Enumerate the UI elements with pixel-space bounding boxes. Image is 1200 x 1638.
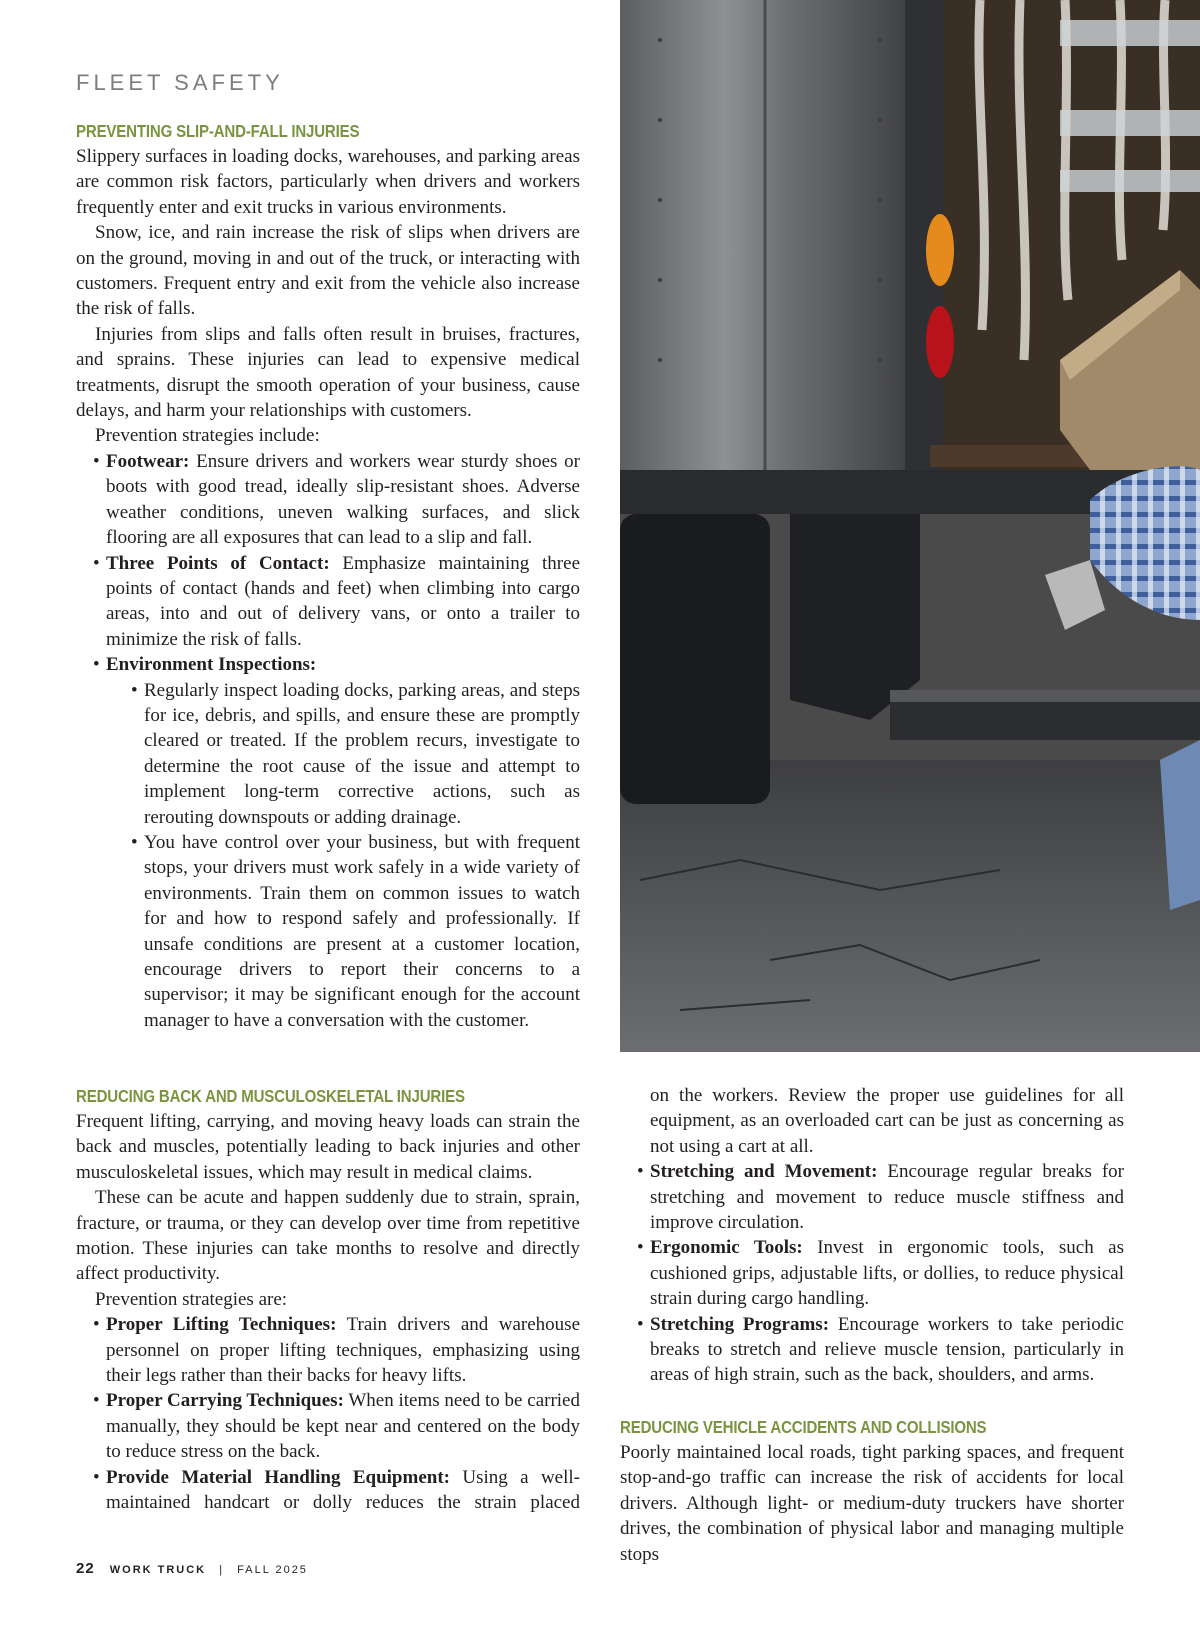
strategy-label: Ergonomic Tools: bbox=[650, 1237, 803, 1259]
heading-vehicle-accidents: REDUCING VEHICLE ACCIDENTS AND COLLISIONS bbox=[620, 1416, 987, 1437]
strategy-text: Encourage workers to take periodic breaks to stretch and relieve muscle tension, particularly in areas of high strain, such as the back, shoulders, and arms. bbox=[650, 1313, 1124, 1386]
strategy-text: Using a well-maintained handcart or dolly reduces the strain placed bbox=[106, 1466, 581, 1514]
strategy-text: Invest in ergonomic tools, such as cushioned grips, adjustable lifts, or dollies, to reduce physical strain during cargo handling. bbox=[650, 1237, 1124, 1310]
inspection-sublist bbox=[131, 678, 580, 1034]
back-p1: Frequent lifting, carrying, and moving heavy loads can strain the back and muscles, potentially leading to back injuries and other musculoskeletal issues, which may result in medical claims. bbox=[76, 1111, 580, 1183]
strategy-lifting bbox=[93, 1312, 580, 1388]
truck-illustration bbox=[620, 0, 1200, 1052]
heading-back-injuries: REDUCING BACK AND MUSCULOSKELETAL INJURIES bbox=[76, 1086, 465, 1106]
strategy-text: Ensure drivers and workers wear sturdy shoes or boots with good tread, ideally slip-resistant shoes. Adverse weather conditions, uneven walking surfaces, and slick flooring are all exposures that can lead to a slip and fall. bbox=[106, 450, 581, 549]
section-label: FLEET SAFETY bbox=[76, 70, 284, 95]
back-p2: These can be acute and happen suddenly due to strain, sprain, fracture, or trauma, or they can develop over time from repetitive motion. These injuries can take months to resolve and directly affect productivity. bbox=[76, 1187, 580, 1285]
back-strategies bbox=[93, 1312, 580, 1515]
strategy-carrying bbox=[93, 1388, 580, 1464]
strategy-text: Emphasize maintaining three points of contact (hands and feet) when climbing into cargo areas, into and out of delivery vans, or onto a trailer to minimize the risk of falls. bbox=[106, 552, 580, 650]
strategy-inspections bbox=[93, 652, 580, 1033]
strategy-label: Footwear: bbox=[106, 450, 190, 472]
strategy-footwear bbox=[93, 449, 580, 551]
heading-slip-fall: PREVENTING SLIP-AND-FALL INJURIES bbox=[76, 121, 360, 141]
page-number: 22 bbox=[76, 1560, 95, 1577]
strategy-label: Provide Material Handling Equipment: bbox=[106, 1466, 450, 1488]
strategy-label: Environment Inspections: bbox=[106, 654, 317, 676]
back-strategies-continued bbox=[637, 1083, 1124, 1388]
slip-fall-p2: Snow, ice, and rain increase the risk of slips when drivers are on the ground, moving in and out of the truck, or interacting with customers. Frequent entry and exit from the vehicle also increase the risk of falls. bbox=[76, 222, 580, 320]
strategy-text: Train drivers and warehouse personnel on proper lifting techniques, emphasizing using their legs rather than their backs for heavy lifts. bbox=[106, 1314, 580, 1387]
strategy-text: Encourage regular breaks for stretching and movement to reduce muscle stiffness and improve circulation. bbox=[650, 1161, 1125, 1234]
footer-separator: | bbox=[219, 1564, 225, 1576]
inspection-item: • Regularly inspect loading docks, parking areas, and steps for ice, debris, and spills, and ensure these are promptly cleared or treated. If the problem recurs, investigate to determine the root cause of the issue and attempt to implement long-term corrective actions, such as rerouting downspouts or adding drainage. bbox=[131, 678, 580, 830]
strategy-equipment-continued bbox=[637, 1083, 1124, 1159]
page-footer bbox=[76, 1560, 308, 1577]
back-p3: Prevention strategies are: bbox=[95, 1288, 288, 1310]
accidents-p1: Poorly maintained local roads, tight parking spaces, and frequent stop-and-go traffic can increase the risk of accidents for local drivers. Although light- or medium-duty truckers have shorter drives, the combination of physical labor and managing multiple stops bbox=[620, 1441, 1124, 1565]
slip-fall-p1: Slippery surfaces in loading docks, warehouses, and parking areas are common risk factors, particularly when drivers and workers frequently enter and exit trucks in various environments. bbox=[76, 146, 580, 218]
issue-date: FALL 2025 bbox=[237, 1564, 308, 1576]
inspection-item: • You have control over your business, but with frequent stops, your drivers must work safely in a wide variety of environments. Train them on common issues to watch for and how to respond safely and professionally. If unsafe conditions are present at a customer location, encourage drivers to report their concerns to a supervisor; it may be significant enough for the account manager to have a conversation with the customer. bbox=[131, 830, 580, 1033]
strategy-stretching-programs bbox=[637, 1312, 1124, 1388]
magazine-name: WORK TRUCK bbox=[109, 1564, 207, 1576]
strategy-stretching-movement bbox=[637, 1159, 1124, 1235]
back-injuries-continued bbox=[620, 1083, 1124, 1567]
strategy-text: When items need to be carried manually, they should be kept near and centered on the body to reduce stress on the back. bbox=[106, 1390, 580, 1463]
slip-fall-p4: Prevention strategies include: bbox=[95, 425, 320, 447]
strategy-label: Proper Lifting Techniques: bbox=[106, 1314, 337, 1336]
strategy-three-points bbox=[93, 551, 580, 653]
back-injuries-section bbox=[76, 1083, 580, 1516]
strategy-label: Stretching and Movement: bbox=[650, 1161, 878, 1183]
slip-fall-p3: Injuries from slips and falls often result in bruises, fractures, and sprains. These injuries can lead to expensive medical treatments, disrupt the smooth operation of your business, cause delays, and harm your relationships with customers. bbox=[76, 323, 580, 422]
strategy-label: Stretching Programs: bbox=[650, 1313, 830, 1335]
strategy-label: Three Points of Contact: bbox=[106, 552, 330, 574]
slip-fall-strategies bbox=[93, 449, 580, 1033]
strategy-equipment bbox=[93, 1465, 580, 1516]
strategy-text: on the workers. Review the proper use guidelines for all equipment, as an overloaded cart can be just as concerning as not using a cart at all. bbox=[650, 1085, 1124, 1157]
truck-photo bbox=[620, 0, 1200, 1052]
strategy-ergonomic-tools bbox=[637, 1235, 1124, 1311]
strategy-label: Proper Carrying Techniques: bbox=[106, 1390, 344, 1412]
slip-fall-section bbox=[76, 118, 580, 1033]
